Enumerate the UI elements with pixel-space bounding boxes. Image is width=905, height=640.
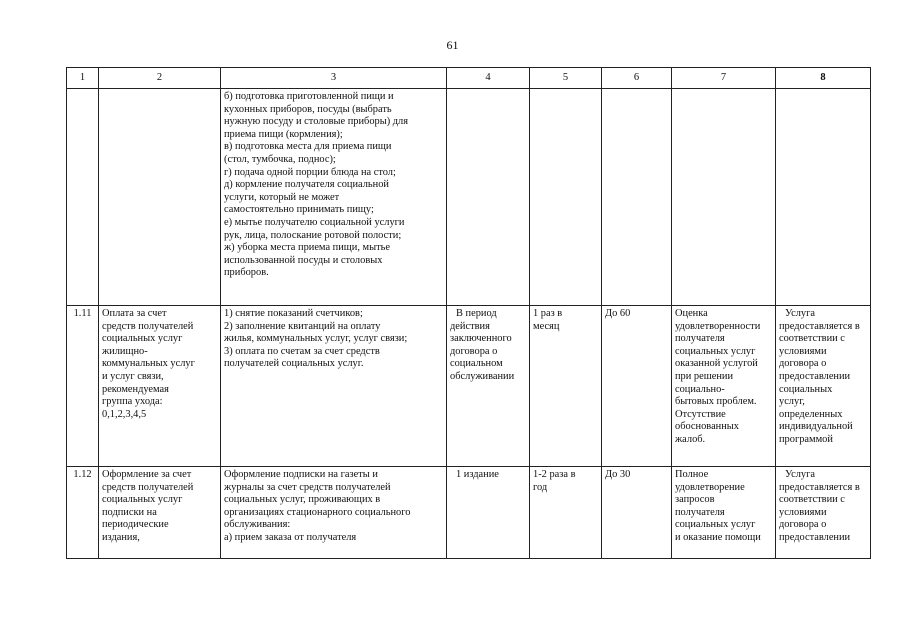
text-line: До 60 [605, 308, 631, 319]
text-line: рекомендуемая [102, 383, 169, 395]
text-line: удовлетворение [675, 481, 745, 493]
text-line: г) подача одной порции блюда на стол; [224, 166, 396, 178]
text-line: подписки на [102, 506, 157, 518]
cell-frequency [530, 467, 602, 559]
text-line: бытовых проблем. [675, 396, 757, 408]
table-row [67, 89, 871, 306]
text-line: оказанной услугой [675, 358, 758, 370]
text-line: группа ухода: [102, 396, 163, 408]
text-line: в) подготовка места для приема пищи [224, 141, 392, 153]
text-line: обслуживания: [224, 519, 291, 531]
text-line: Отсутствие [675, 408, 726, 420]
cell-number: 1.11 [67, 306, 99, 467]
cell-conditions [776, 306, 871, 467]
text-line: договора о [779, 519, 827, 531]
text-line: получателя [675, 506, 725, 518]
table-row [67, 306, 871, 467]
text-line: В период [456, 308, 497, 319]
cell-criteria [672, 467, 776, 559]
cell-duration [602, 467, 672, 559]
text-line: получателей социальных услуг. [224, 358, 364, 370]
text-line: Услуга [785, 469, 815, 480]
column-header: 5 [530, 68, 602, 89]
text-line: До 30 [605, 469, 631, 480]
text-line: е) мытье получателю социальной услуги [224, 216, 405, 228]
text-line: средств получателей [102, 481, 194, 493]
text-line: издания, [102, 531, 140, 543]
text-line: и услуг связи, [102, 370, 164, 382]
text-line: средств получателей [102, 320, 194, 332]
cell-conditions [776, 89, 871, 306]
text-line: месяц [533, 320, 560, 332]
cell-criteria [672, 306, 776, 467]
text-line: обслуживании [450, 370, 515, 382]
services-table [66, 67, 871, 559]
text-line: социальных услуг [675, 519, 756, 531]
text-line: коммунальных услуг [102, 358, 195, 370]
text-line: а) прием заказа от получателя [224, 531, 357, 543]
text-line: предоставлении [779, 531, 851, 543]
text-line: обоснованных [675, 421, 739, 433]
table-row [67, 467, 871, 559]
text-line: Услуга [785, 308, 815, 319]
text-line: д) кормление получателя социальной [224, 179, 389, 191]
text-line: социальных услуг [675, 345, 756, 357]
text-line: заключенного [450, 333, 512, 345]
text-line: рук, лица, полоскание ротовой полости; [224, 229, 402, 241]
text-line: социальных услуг [102, 494, 183, 506]
text-line: журналы за счет средств получателей [224, 481, 391, 493]
text-line: социальных услуг, проживающих в [224, 494, 381, 506]
text-line: 2) заполнение квитанций на оплату [224, 320, 381, 332]
cell-duration [602, 306, 672, 467]
text-line: услуг, [779, 396, 805, 408]
text-line: предоставляется в [779, 320, 860, 332]
text-line: условиями [779, 345, 827, 357]
column-header: 7 [672, 68, 776, 89]
text-line: договора о [779, 358, 827, 370]
cell-number: 1.12 [67, 467, 99, 559]
text-line: запросов [675, 494, 715, 506]
text-line: приема пищи (кормления); [224, 128, 343, 140]
text-line: жалоб. [675, 433, 706, 445]
cell-service-content [221, 89, 447, 306]
page-number: 61 [446, 38, 459, 52]
column-header: 8 [776, 68, 871, 89]
text-line: договора о [450, 345, 498, 357]
text-line: услуги, который не может [224, 191, 340, 203]
text-line: 1) снятие показаний счетчиков; [224, 308, 363, 319]
text-line: удовлетворенности [675, 320, 761, 332]
text-line: периодические [102, 519, 169, 531]
cell-number [67, 89, 99, 306]
text-line: жилищно- [102, 345, 148, 357]
text-line: предоставляется в [779, 481, 860, 493]
text-line: 0,1,2,3,4,5 [102, 408, 147, 420]
cell-term [447, 467, 530, 559]
text-line: индивидуальной [779, 421, 853, 433]
cell-duration [602, 89, 672, 306]
cell-criteria [672, 89, 776, 306]
text-line: и оказание помощи [675, 531, 761, 543]
text-line: Оценка [675, 308, 708, 319]
text-line: социальном [450, 358, 503, 370]
cell-service-content [221, 467, 447, 559]
text-line: кухонных приборов, посуды (выбрать [224, 103, 392, 115]
cell-frequency [530, 306, 602, 467]
text-line: самостоятельно принимать пищу; [224, 204, 374, 216]
column-header: 2 [99, 68, 221, 89]
text-line: соответствии с [779, 333, 845, 345]
text-line: 1-2 раза в [533, 469, 576, 480]
text-line: год [533, 481, 548, 493]
text-line: действия [450, 320, 490, 332]
text-line: нужную посуду и столовые приборы) для [224, 116, 409, 128]
cell-term [447, 89, 530, 306]
text-line: приборов. [224, 267, 269, 279]
text-line: 1 издание [456, 469, 499, 480]
text-line: социально- [675, 383, 725, 395]
cell-conditions [776, 467, 871, 559]
text-line: (стол, тумбочка, поднос); [224, 153, 336, 165]
cell-service-name [99, 306, 221, 467]
text-line: соответствии с [779, 494, 845, 506]
text-line: программой [779, 433, 833, 445]
text-line: социальных услуг [102, 333, 183, 345]
text-line: использованной посуды и столовых [224, 254, 383, 266]
column-header: 3 [221, 68, 447, 89]
text-line: условиями [779, 506, 827, 518]
text-line: ж) уборка места приема пищи, мытье [224, 242, 390, 254]
text-line: при решении [675, 370, 734, 382]
cell-service-content [221, 306, 447, 467]
column-header: 1 [67, 68, 99, 89]
text-line: жилья, коммунальных услуг, услуг связи; [224, 333, 408, 345]
text-line: Оформление подписки на газеты и [224, 469, 378, 480]
cell-frequency [530, 89, 602, 306]
text-line: определенных [779, 408, 843, 420]
column-header: 4 [447, 68, 530, 89]
text-line: б) подготовка приготовленной пищи и [224, 91, 394, 102]
text-line: получателя [675, 333, 725, 345]
table-header-row [67, 68, 871, 89]
cell-service-name [99, 89, 221, 306]
cell-term [447, 306, 530, 467]
text-line: 1 раз в [533, 308, 563, 319]
text-line: 3) оплата по счетам за счет средств [224, 345, 380, 357]
text-line: организациях стационарного социального [224, 506, 411, 518]
text-line: Полное [675, 469, 709, 480]
cell-service-name [99, 467, 221, 559]
text-line: предоставлении [779, 370, 851, 382]
text-line: социальных [779, 383, 833, 395]
text-line: Оплата за счет [102, 308, 167, 319]
text-line: Оформление за счет [102, 469, 192, 480]
column-header: 6 [602, 68, 672, 89]
